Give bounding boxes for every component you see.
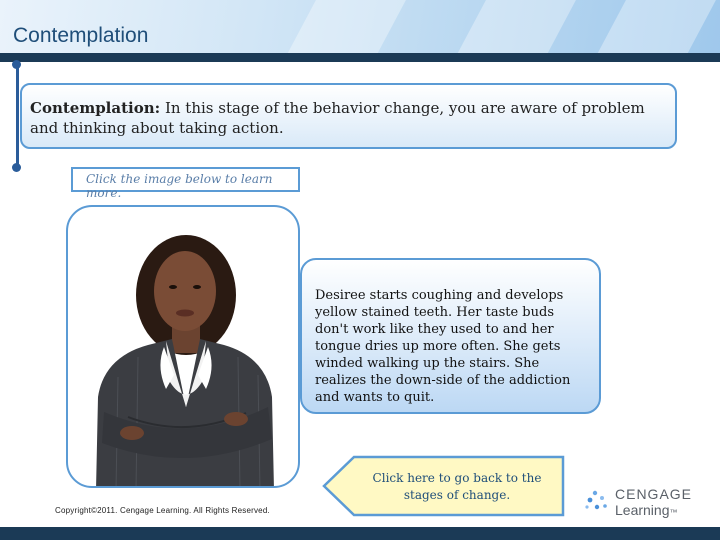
cengage-dots-icon <box>584 487 610 513</box>
definition-term: Contemplation: <box>30 99 161 117</box>
page-title: Contemplation <box>13 24 149 47</box>
connector-line <box>16 62 19 166</box>
logo-wordmark-top: CENGAGE <box>615 486 693 502</box>
instruction-label: Click the image below to learn more. <box>71 167 300 192</box>
logo-wordmark-bottom <box>615 502 678 518</box>
woman-portrait-illustration <box>68 207 300 488</box>
copyright-text: Copyright©2011. Cengage Learning. All Rights Reserved. <box>55 506 270 515</box>
person-photo[interactable] <box>66 205 300 488</box>
definition-text: In this stage of the behavior change, you are aware of problem and thinking about taking action. <box>30 99 645 137</box>
definition-box <box>20 83 677 149</box>
footer-band <box>0 527 720 540</box>
header-decoration <box>273 0 416 54</box>
header-divider <box>0 53 720 62</box>
trademark-mark: ™ <box>669 508 678 517</box>
header-band <box>0 0 720 54</box>
header-decoration <box>583 0 720 54</box>
header-decoration <box>443 0 586 54</box>
logo-wordmark-learning: Learning <box>615 502 670 518</box>
connector-dot <box>12 163 21 172</box>
cengage-logo <box>584 485 694 519</box>
back-to-stages-button[interactable] <box>322 455 565 517</box>
back-to-stages-label: Click here to go back to the stages of change. <box>372 471 542 502</box>
story-callout: Desiree starts coughing and develops yellow stained teeth. Her taste buds don't work like they used to and her tongue dries up more often. She gets winded walking up the stairs. She realizes the down-side of the addiction and wants to quit. <box>300 258 601 414</box>
connector-dot <box>12 60 21 69</box>
